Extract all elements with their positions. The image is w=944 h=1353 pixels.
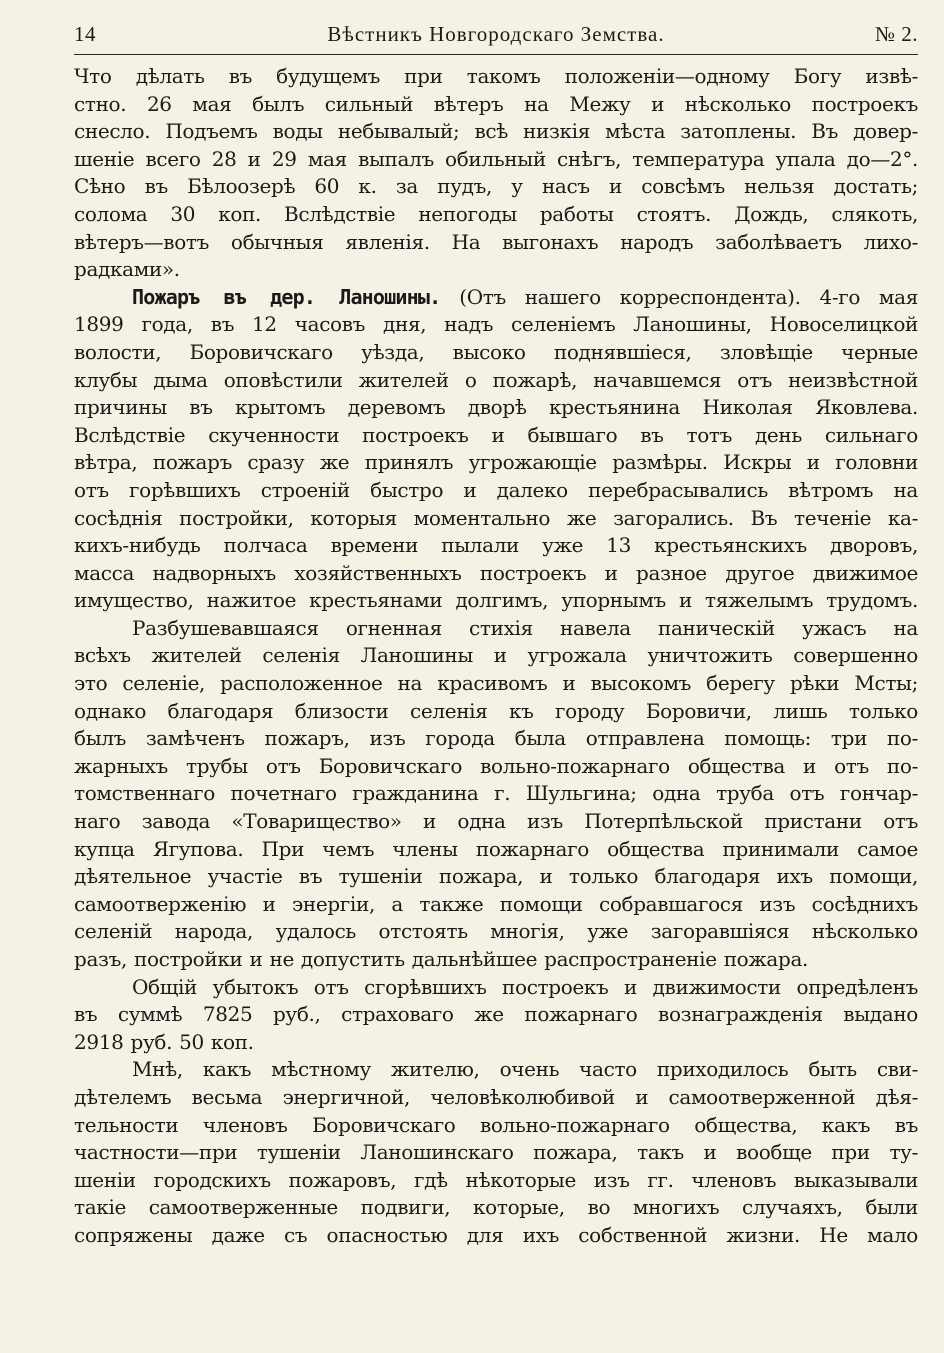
text-line: дѣятельное участіе въ тушеніи пожара, и только благодаря ихъ помощи, [74, 864, 918, 889]
text-line: радками». [74, 257, 180, 282]
paragraph-4 [74, 1056, 918, 1249]
text-line: былъ замѣченъ пожаръ, изъ города была отправлена помощь: три по- [74, 726, 918, 751]
text-line: Общій убытокъ отъ сгорѣвшихъ построекъ и движимости опредѣленъ [132, 974, 918, 999]
text-line: волости, Боровичскаго уѣзда, высоко поднявшіеся, зловѣщіе черные [74, 339, 918, 364]
text-line: стно. 26 мая былъ сильный вѣтеръ на Межу и нѣсколько построекъ [74, 91, 918, 116]
text-line: Мнѣ, какъ мѣстному жителю, очень часто приходилось быть сви- [132, 1057, 918, 1082]
text-line: самоотверженію и энергіи, а также помощи собравшагося изъ сосѣднихъ [74, 891, 918, 916]
text-line: однако благодаря близости селенія къ городу Боровичи, лишь только [74, 698, 918, 723]
paragraph-0 [74, 63, 918, 284]
text-line: въ суммѣ 7825 руб., страховаго же пожарнаго вознагражденія выдано [74, 1002, 918, 1027]
text-line: сосѣднія постройки, которыя моментально же загорались. Въ теченіе ка- [74, 505, 918, 530]
text-line: вѣтеръ—вотъ обычныя явленія. На выгонахъ народъ заболѣваетъ лихо- [74, 229, 918, 254]
text-line: клубы дыма оповѣстили жителей о пожарѣ, начавшемся отъ неизвѣстной [74, 367, 918, 392]
text-line: шеніе всего 28 и 29 мая выпалъ обильный снѣгъ, температура упала до—2°. [74, 146, 918, 171]
article-headline: Пожаръ въ дер. Ланошины. [132, 284, 441, 309]
text-line: 1899 года, въ 12 часовъ дня, надъ селеніемъ Ланошины, Новоселицкой [74, 312, 918, 337]
issue-number: № 2. [874, 22, 918, 46]
text-line: Сѣно въ Бѣлоозерѣ 60 к. за пудъ, у насъ и совсѣмъ нельзя достать; [74, 174, 918, 199]
text-line: частности—при тушеніи Ланошинскаго пожара, такъ и вообще при ту- [74, 1140, 918, 1165]
text-line: причины въ крытомъ деревомъ дворѣ крестьянина Николая Яковлева. [74, 395, 918, 420]
text-line: наго завода «Товарищество» и одна изъ Потерпѣльской пристани отъ [74, 809, 918, 834]
text-line: дѣтелемъ весьма энергичной, человѣколюбивой и самоотверженной дѣя- [74, 1084, 918, 1109]
paragraph-3 [74, 974, 918, 1057]
journal-title: Вѣстникъ Новгородскаго Земства. [327, 22, 665, 46]
text-line: Вслѣдствіе скученности построекъ и бывшаго въ тотъ день сильнаго [74, 422, 918, 447]
paragraph-1 [74, 284, 918, 615]
text-line: имущество, нажитое крестьянами долгимъ, упорнымъ и тяжелымъ трудомъ. [74, 588, 918, 613]
text-line: Что дѣлать въ будущемъ при такомъ положеніи—одному Богу извѣ- [74, 64, 918, 88]
text-line: солома 30 коп. Вслѣдствіе непогоды работы стоятъ. Дождь, слякоть, [74, 201, 918, 226]
text-line: такіе самоотверженные подвиги, которые, во многихъ случаяхъ, были [74, 1195, 918, 1220]
article-body [74, 63, 918, 1250]
text-line [74, 284, 918, 312]
text-line: кихъ-нибудь полчаса времени пылали уже 13 крестьянскихъ дворовъ, [74, 533, 918, 558]
text-line: отъ горѣвшихъ строеній быстро и далеко перебрасывались вѣтромъ на [74, 477, 918, 502]
text-line: тельности членовъ Боровичскаго вольно-пожарнаго общества, какъ въ [74, 1112, 918, 1137]
text-line: масса надворныхъ хозяйственныхъ построекъ и разное другое движимое [74, 560, 918, 585]
running-header [74, 22, 918, 55]
text-line: всѣхъ жителей селенія Ланошины и угрожала уничтожить совершенно [74, 643, 918, 668]
text-line: вѣтра, пожаръ сразу же принялъ угрожающіе размѣры. Искры и головни [74, 450, 918, 475]
text-line: сопряжены даже съ опасностью для ихъ собственной жизни. Не мало [74, 1222, 918, 1247]
text-line: разъ, постройки и не допустить дальнѣйшее распространеніе пожара. [74, 947, 809, 971]
text-line: томственнаго почетнаго гражданина г. Шульгина; одна труба отъ гончар- [74, 781, 918, 806]
text-line: 2918 руб. 50 коп. [74, 1029, 254, 1054]
paragraph-2 [74, 615, 918, 974]
text-line: селеній народа, удалось отстоять многія, уже загоравшіяся нѣсколько [74, 919, 918, 944]
page-number: 14 [74, 22, 96, 46]
text-line: это селеніе, расположенное на красивомъ и высокомъ берегу рѣки Мсты; [74, 671, 918, 696]
text-line: шеніи городскихъ пожаровъ, гдѣ нѣкоторые изъ гг. членовъ выказывали [74, 1167, 918, 1192]
text-line: снесло. Подъемъ воды небывалый; всѣ низкія мѣста затоплены. Въ довер- [74, 119, 918, 144]
text-line: жарныхъ трубы отъ Боровичскаго вольно-пожарнаго общества и отъ по- [74, 753, 918, 778]
text-line: купца Ягупова. При чемъ члены пожарнаго общества принимали самое [74, 836, 918, 861]
text-line-rest: (Отъ нашего корреспондента). 4-го мая [440, 284, 918, 309]
text-line: Разбушевавшаяся огненная стихія навела паническій ужасъ на [132, 615, 918, 640]
